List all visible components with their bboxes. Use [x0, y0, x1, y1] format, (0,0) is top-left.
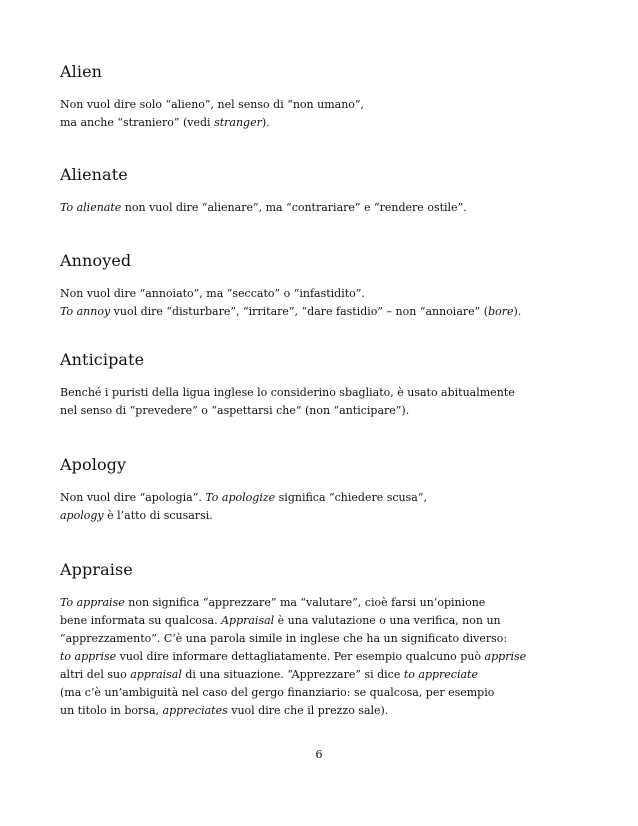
text-run: “apprezzamento”. C’è una parola simile in inglese che ha un significato diverso: — [60, 632, 508, 645]
text-run: è una valutazione o una verifica, non un — [274, 614, 501, 627]
entry-definition — [60, 489, 600, 525]
text-run: altri del suo — [60, 668, 131, 681]
page-number: 6 — [315, 748, 323, 761]
italic-term: Appraisal — [221, 614, 275, 627]
definition-line — [60, 303, 600, 321]
definition-line — [60, 648, 600, 666]
entry-alien — [60, 62, 600, 132]
text-run: non vuol dire “alienare”, ma “contrariare” e “rendere ostile”. — [121, 201, 467, 214]
entry-anticipate — [60, 350, 600, 420]
definition-line — [60, 702, 600, 720]
text-run: di una situazione. “Apprezzare” si dice — [181, 668, 404, 681]
italic-term: appraisal — [130, 668, 182, 681]
text-run: Benché i puristi della ligua inglese lo considerino sbagliato, è usato abitualmente — [60, 386, 515, 399]
definition-line — [60, 384, 600, 402]
definition-line — [60, 402, 600, 420]
text-run: un titolo in borsa, — [60, 704, 163, 717]
text-run: vuol dire informare dettagliatamente. Per esempio qualcuno può — [116, 650, 485, 663]
definition-line — [60, 594, 600, 612]
italic-term: to apprise — [60, 650, 117, 663]
entry-term: Apology — [60, 455, 127, 474]
text-run: Non vuol dire “apologia”. — [60, 491, 206, 504]
entry-term: Annoyed — [60, 251, 132, 270]
italic-term: apology — [60, 509, 104, 522]
entry-annoyed — [60, 251, 600, 321]
definition-line — [60, 684, 600, 702]
text-run: non significa “apprezzare” ma “valutare”, cioè farsi un’opinione — [124, 596, 486, 609]
text-run: Non vuol dire solo “alieno”, nel senso di “non umano”, — [60, 98, 365, 111]
text-run: è l’atto di scusarsi. — [103, 509, 213, 522]
entry-definition — [60, 594, 600, 720]
text-run: ma anche “straniero” (vedi — [60, 116, 215, 129]
entry-apology — [60, 455, 600, 525]
italic-term: to appreciate — [403, 668, 478, 681]
text-run: vuol dire che il prezzo sale). — [227, 704, 389, 717]
entry-definition — [60, 96, 600, 132]
italic-term: To apologize — [205, 491, 276, 504]
italic-term: To appraise — [60, 596, 125, 609]
entry-appraise — [60, 560, 600, 720]
definition-line — [60, 507, 600, 525]
italic-term: appreciates — [162, 704, 228, 717]
text-run: Non vuol dire “annoiato”, ma “seccato” o “infastidito”. — [60, 287, 365, 300]
entry-definition — [60, 285, 600, 321]
text-run: ). — [513, 305, 522, 318]
text-run: vuol dire “disturbare”, “irritare”, “dare fastidio” – non “annoiare” ( — [110, 305, 489, 318]
definition-line — [60, 96, 600, 114]
definition-line — [60, 114, 600, 132]
entry-term: Alienate — [60, 165, 128, 184]
entry-definition — [60, 199, 600, 217]
italic-term: bore — [488, 305, 514, 318]
definition-line — [60, 630, 600, 648]
definition-line — [60, 666, 600, 684]
entry-alienate — [60, 165, 600, 217]
definition-line — [60, 285, 600, 303]
definition-line — [60, 199, 600, 217]
entry-definition — [60, 384, 600, 420]
text-run: ). — [261, 116, 270, 129]
entry-term: Anticipate — [60, 350, 145, 369]
text-run: nel senso di “prevedere” o “aspettarsi che” (non “anticipare”). — [60, 404, 410, 417]
definition-line — [60, 489, 600, 507]
definition-line — [60, 612, 600, 630]
italic-term: To alienate — [60, 201, 122, 214]
text-run: significa “chiedere scusa”, — [275, 491, 427, 504]
text-run: bene informata su qualcosa. — [60, 614, 222, 627]
entry-term: Appraise — [60, 560, 133, 579]
text-run: (ma c’è un’ambiguità nel caso del gergo finanziario: se qualcosa, per esempio — [60, 686, 495, 699]
entry-term: Alien — [60, 62, 103, 81]
italic-term: stranger — [214, 116, 262, 129]
italic-term: apprise — [484, 650, 527, 663]
italic-term: To annoy — [60, 305, 111, 318]
